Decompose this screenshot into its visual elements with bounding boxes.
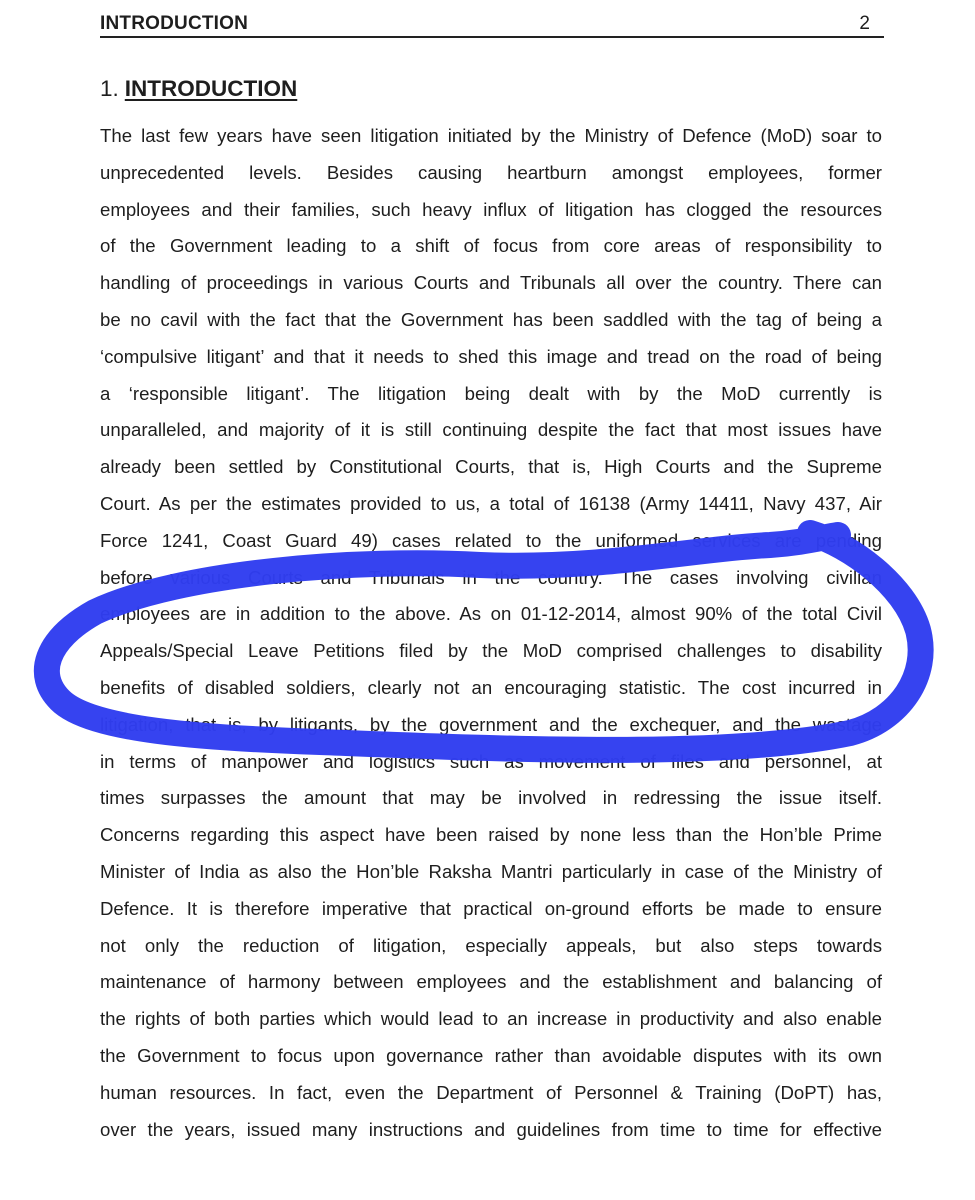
- paragraph-line: Concerns regarding this aspect have been raised by none less than the Hon’ble Prime: [100, 824, 882, 846]
- paragraph-line: human resources. In fact, even the Department of Personnel & Training (DoPT) has,: [100, 1081, 882, 1103]
- paragraph-line: employees and their families, such heavy influx of litigation has clogged the resources: [100, 198, 882, 220]
- running-header-title: INTRODUCTION: [100, 13, 249, 34]
- paragraph-line: ‘compulsive litigant’ and that it needs to shed this image and tread on the road of being: [100, 345, 882, 367]
- paragraph-line: of the Government leading to a shift of focus from core areas of responsibility to: [100, 235, 882, 257]
- paragraph-line: Force 1241, Coast Guard 49) cases related to the uniformed services are pending: [100, 529, 882, 551]
- paragraph-line: benefits of disabled soldiers, clearly not an encouraging statistic. The cost incurred in: [100, 676, 882, 698]
- paragraph-line: Minister of India as also the Hon’ble Raksha Mantri particularly in case of the Ministry of: [100, 860, 882, 882]
- paragraph-line: maintenance of harmony between employees and the establishment and balancing of: [100, 971, 882, 993]
- paragraph-line: unprecedented levels. Besides causing heartburn amongst employees, former: [100, 161, 882, 183]
- paragraph-line: in terms of manpower and logistics such as movement of files and personnel, at: [100, 750, 882, 772]
- paragraph-line: times surpasses the amount that may be involved in redressing the issue itself.: [100, 787, 882, 809]
- body-paragraph: [100, 118, 882, 1148]
- paragraph-line: over the years, issued many instructions and guidelines from time to time for effective: [100, 1118, 882, 1140]
- paragraph-line: handling of proceedings in various Courts and Tribunals all over the country. There can: [100, 272, 882, 294]
- paragraph-line: the rights of both parties which would lead to an increase in productivity and also enable: [100, 1008, 882, 1030]
- paragraph-line: unparalleled, and majority of it is still continuing despite the fact that most issues have: [100, 419, 882, 441]
- section-heading: [100, 74, 297, 104]
- paragraph-line: The last few years have seen litigation initiated by the Ministry of Defence (MoD) soar to: [100, 125, 882, 146]
- paragraph-line: not only the reduction of litigation, especially appeals, but also steps towards: [100, 934, 882, 956]
- paragraph-line: before various Courts and Tribunals in the country. The cases involving civilian: [100, 566, 882, 588]
- section-title: INTRODUCTION: [124, 76, 298, 101]
- paragraph-line: employees are in addition to the above. As on 01-12-2014, almost 90% of the total Civil: [100, 603, 882, 625]
- paragraph-line: Defence. It is therefore imperative that practical on-ground efforts be made to ensure: [100, 897, 882, 919]
- paragraph-line: a ‘responsible litigant’. The litigation being dealt with by the MoD currently is: [100, 382, 882, 404]
- paragraph-line: Court. As per the estimates provided to us, a total of 16138 (Army 14411, Navy 437, Air: [100, 492, 882, 514]
- paragraph-line: Appeals/Special Leave Petitions filed by the MoD comprised challenges to disability: [100, 640, 882, 662]
- page-number: 2: [859, 13, 870, 34]
- paragraph-line: already been settled by Constitutional Courts, that is, High Courts and the Supreme: [100, 456, 882, 478]
- paragraph-line: the Government to focus upon governance rather than avoidable disputes with its own: [100, 1044, 882, 1066]
- paragraph-line: litigation, that is, by litigants, by the government and the exchequer, and the wastage: [100, 713, 882, 735]
- paragraph-line: be no cavil with the fact that the Government has been saddled with the tag of being a: [100, 308, 882, 330]
- section-number: 1.: [100, 76, 119, 101]
- running-header: [100, 14, 884, 38]
